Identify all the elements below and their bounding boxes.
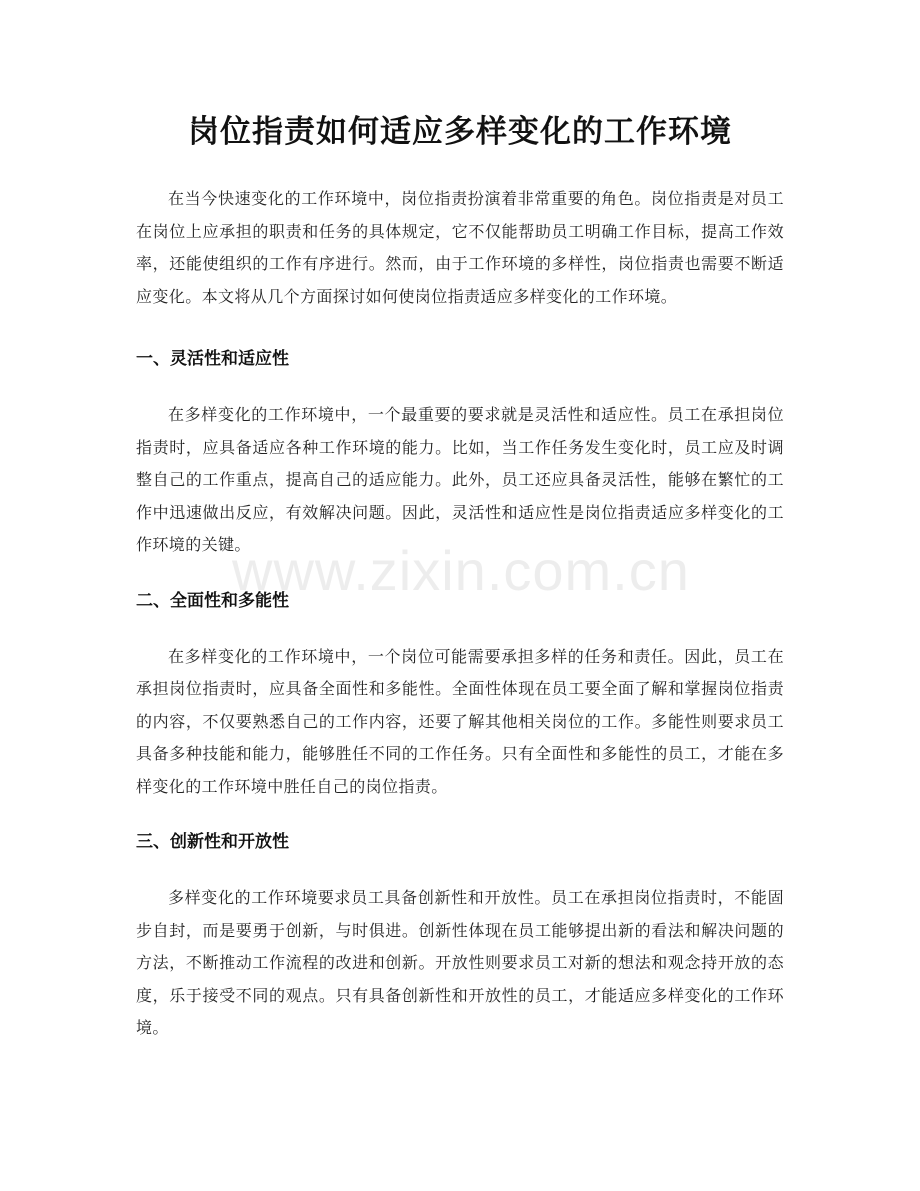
section-body-flexibility: 在多样变化的工作环境中，一个最重要的要求就是灵活性和适应性。员工在承担岗位指责时，应具备适应各种工作环境的能力。比如，当工作任务发生变化时，员工应及时调整自己的工作重点，提高自己的适应能力。此外，员工还应具备灵活性，能够在繁忙的工作中迅速做出反应，有效解决问题。因此，灵活性和适应性是岗位指责适应多样变化的工作环境的关键。 bbox=[136, 405, 784, 554]
section-heading-versatility: 二、全面性和多能性 bbox=[136, 590, 289, 611]
document-title: 岗位指责如何适应多样变化的工作环境 bbox=[188, 114, 732, 150]
section-heading-flexibility: 一、灵活性和适应性 bbox=[136, 349, 289, 369]
section-body-innovation: 多样变化的工作环境要求员工具备创新性和开放性。员工在承担岗位指责时，不能固步自封，而是要勇于创新，与时俱进。创新性体现在员工能够提出新的看法和解决问题的方法，不断推动工作流程的改进和创新。开放性则要求员工对新的想法和观念持开放的态度，乐于接受不同的观点。只有具备创新性和开放性的员工，才能适应多样变化的工作环境。 bbox=[136, 888, 784, 1037]
section-body-versatility: 在多样变化的工作环境中，一个岗位可能需要承担多样的任务和责任。因此，员工在承担岗位指责时，应具备全面性和多能性。全面性体现在员工要全面了解和掌握岗位指责的内容，不仅要熟悉自己的工作内容，还要了解其他相关岗位的工作。多能性则要求员工具备多种技能和能力，能够胜任不同的工作任务。只有全面性和多能性的员工，才能在多样变化的工作环境中胜任自己的岗位指责。 bbox=[136, 646, 784, 796]
section-heading-innovation: 三、创新性和开放性 bbox=[136, 832, 289, 852]
watermark-text: www.zixin.com.cn bbox=[232, 539, 690, 602]
intro-paragraph: 在当今快速变化的工作环境中，岗位指责扮演着非常重要的角色。岗位指责是对员工在岗位上应承担的职责和任务的具体规定，它不仅能帮助员工明确工作目标，提高工作效率，还能使组织的工作有序进行。然而，由于工作环境的多样性，岗位指责也需要不断适应变化。本文将从几个方面探讨如何使岗位指责适应多样变化的工作环境。 bbox=[136, 189, 784, 306]
